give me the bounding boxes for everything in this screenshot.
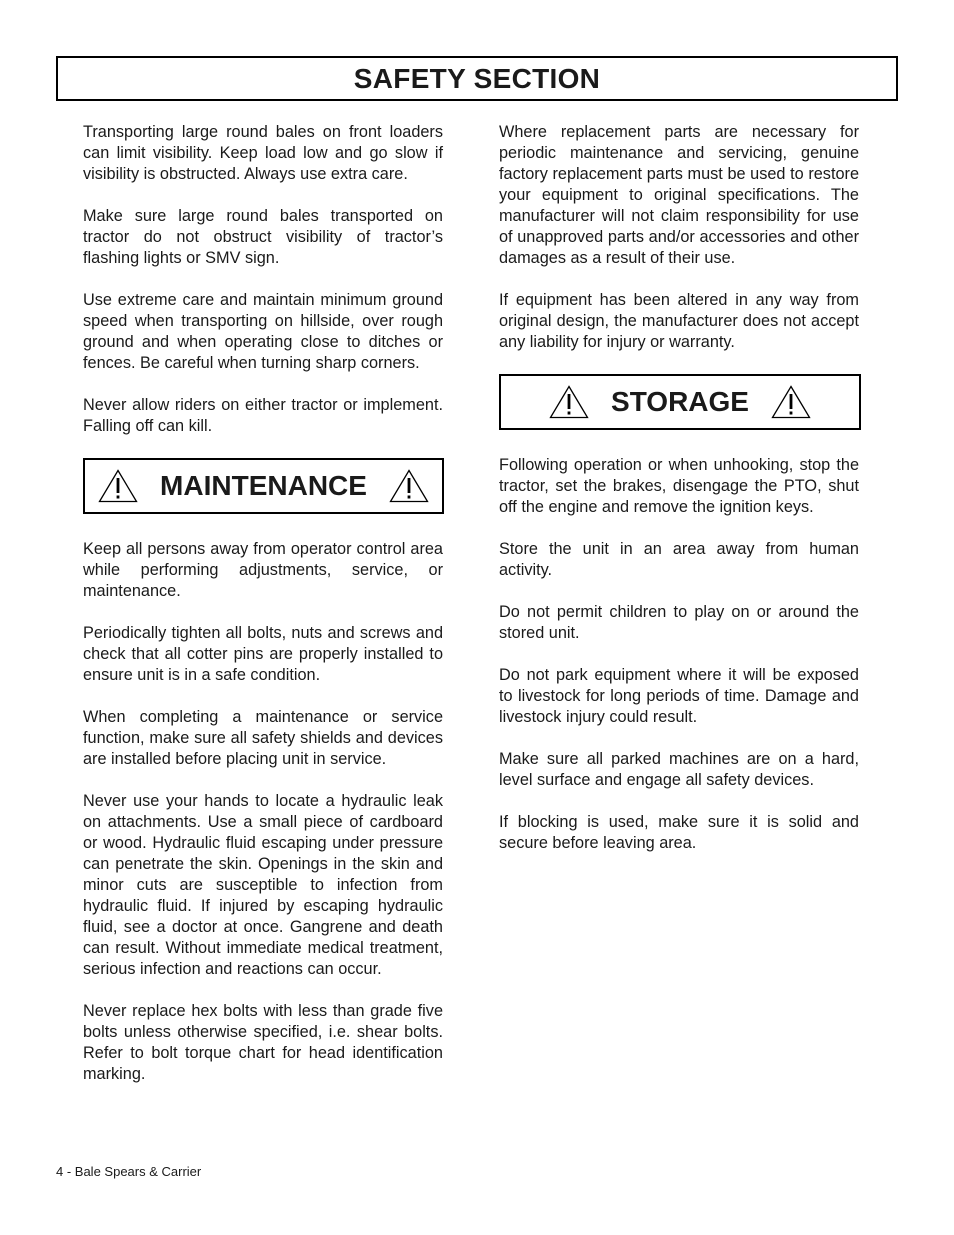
right-column [499,122,859,875]
paragraph: Make sure large round bales transported on tractor do not obstruct visibility of tractor’s flashing lights or SMV sign. [83,207,443,267]
paragraph: If equipment has been altered in any way from original design, the manufacturer does not accept any liability for injury or warranty. [499,291,859,351]
paragraph: Never use your hands to locate a hydraulic leak on attachments. Use a small piece of cardboard or wood. Hydraulic fluid escaping under pressure can penetrate the skin. Openings in the skin and minor cuts are susceptible to infection from hydraulic fluid. If injured by escaping hydraulic fluid, see a doctor at once. Gangrene and death can result. Without immediate medical treatment, serious infection and reactions can occur. [83,792,443,978]
storage-heading: STORAGE [611,386,749,417]
paragraph: Do not permit children to play on or around the stored unit. [499,603,859,642]
maintenance-heading: MAINTENANCE [160,470,367,501]
warning-triangle-icon [389,469,429,503]
paragraph: Do not park equipment where it will be exposed to livestock for long periods of time. Damage and livestock injury could result. [499,666,859,726]
paragraph: Make sure all parked machines are on a hard, level surface and engage all safety devices. [499,750,859,789]
paragraph: Never replace hex bolts with less than grade five bolts unless otherwise specified, i.e. shear bolts. Refer to bolt torque chart for head identification marking. [83,1002,443,1083]
paragraph: Periodically tighten all bolts, nuts and screws and check that all cotter pins are properly installed to ensure unit is in a safe condition. [83,624,443,684]
warning-triangle-icon [549,385,589,419]
paragraph: If blocking is used, make sure it is solid and secure before leaving area. [499,813,859,852]
paragraph: Use extreme care and maintain minimum ground speed when transporting on hillside, over rough ground and when operating close to ditches or fences. Be careful when turning sharp corners. [83,291,443,372]
paragraph: Transporting large round bales on front loaders can limit visibility. Keep load low and go slow if visibility is obstructed. Always use extra care. [83,123,443,183]
paragraph: Store the unit in an area away from human activity. [499,540,859,579]
warning-triangle-icon [771,385,811,419]
page-title-box [56,56,898,101]
page-title: SAFETY SECTION [353,62,601,94]
maintenance-heading-box [83,458,444,514]
paragraph: When completing a maintenance or service function, make sure all safety shields and devices are installed before placing unit in service. [83,708,443,768]
page-footer: 4 - Bale Spears & Carrier [56,1164,202,1179]
left-column [83,122,443,1106]
storage-heading-box [499,374,861,430]
paragraph: Where replacement parts are necessary for periodic maintenance and servicing, genuine factory replacement parts must be used to restore your equipment to original specifications. The manufacturer will not claim responsibility for use of unapproved parts and/or accessories and other damages as a result of their use. [499,123,859,267]
paragraph: Following operation or when unhooking, stop the tractor, set the brakes, disengage the PTO, shut off the engine and remove the ignition keys. [499,456,859,516]
paragraph: Keep all persons away from operator control area while performing adjustments, service, or maintenance. [83,540,443,600]
paragraph: Never allow riders on either tractor or implement. Falling off can kill. [83,396,443,435]
warning-triangle-icon [98,469,138,503]
